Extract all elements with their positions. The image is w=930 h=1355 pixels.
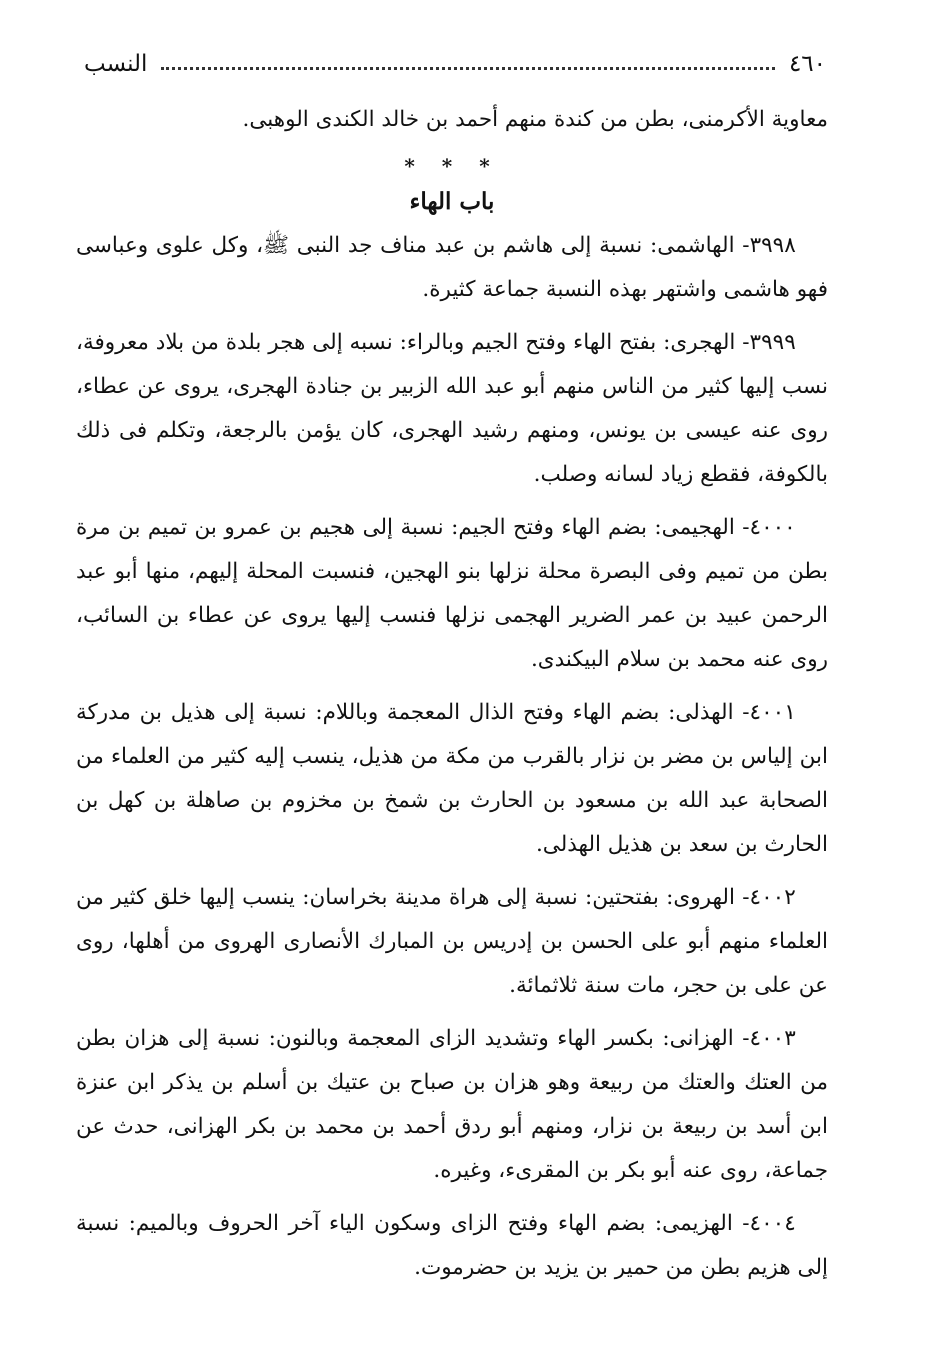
entry-text: الهجرى: بفتح الهاء وفتح الجيم وبالراء: نسبه إلى هجر بلدة من بلاد معروفة، نسب إليها كثير من الناس منهم أبو عبد الله الزبير بن جنادة الهجرى، يروى عن عطاء، روى عنه عيسى بن يونس، ومنهم رشيد الهجرى، كان يؤمن بالرجعة، وتكلم فى ذلك بالكوفة، فقطع زياد لسانه وصلب. [76, 330, 828, 487]
entry-number: ٤٠٠٠- [734, 515, 796, 540]
entry-text: الهذلى: بضم الهاء وفتح الذال المعجمة وباللام: نسبة إلى هذيل بن مدركة ابن إلياس بن مضر بن نزار بالقرب من مكة من هذيل، ينسب إليه كثير من العلماء من الصحابة عبد الله بن مسعود بن الحارث بن شمخ بن مخزوم بن صاهلة بن كهل بن الحارث بن سعد بن هذيل الهذلى. [76, 700, 828, 857]
chapter-title: باب الهاء [409, 188, 495, 215]
entry-4001 [76, 691, 828, 867]
entry-number: ٤٠٠٢- [734, 885, 796, 910]
entry-number: ٤٠٠٤- [732, 1211, 796, 1236]
entry-4004 [76, 1202, 828, 1290]
entry-3998 [76, 224, 828, 312]
entry-text: الهروى: بفتحتين: نسبة إلى هراة مدينة بخراسان: ينسب إليها خلق كثير من العلماء منهم أبو على الحسن بن إدريس بن المبارك الأنصارى الهروى من أهلها، روى عن على بن حجر، مات سنة ثلاثمائة. [76, 885, 828, 998]
entry-number: ٣٩٩٨- [734, 233, 796, 258]
page-body [76, 98, 828, 1299]
page-number: ٤٦٠ [788, 51, 826, 77]
entry-number: ٣٩٩٩- [735, 330, 796, 355]
entry-number: ٤٠٠١- [733, 700, 796, 725]
running-title: النسب [84, 51, 148, 77]
entry-4003 [76, 1017, 828, 1193]
entry-number: ٤٠٠٣- [733, 1026, 796, 1051]
entry-4002 [76, 876, 828, 1008]
entry-text: الهزيمى: بضم الهاء وفتح الزاى وسكون الياء آخر الحروف وبالميم: نسبة إلى هزيم بطن من حمير بن يزيد بن حضرموت. [76, 1211, 828, 1280]
running-header [84, 44, 826, 84]
entry-text: الهاشمى: نسبة إلى هاشم بن عبد مناف جد النبى ﷺ، وكل علوى وعباسى فهو هاشمى واشتهر بهذه النسبة جماعة كثيرة. [76, 233, 828, 302]
section-ornament: * * * [404, 154, 500, 178]
header-dot-leader [161, 67, 774, 70]
entry-text: الهزانى: بكسر الهاء وتشديد الزاى المعجمة وبالنون: نسبة إلى هزان بطن من العتك والعتك من ربيعة وهو هزان بن صباح بن عتيك بن أسلم بن يذكر ابن عنزة ابن أسد بن ربيعة بن نزار، ومنهم أبو ردق أحمد بن محمد بن بكر الهزانى، حدث عن جماعة، روى عنه أبو بكر بن المقرىء، وغيره. [76, 1026, 828, 1183]
entry-text: الهجيمى: بضم الهاء وفتح الجيم: نسبة إلى هجيم بن عمرو بن تميم بن مرة بطن من تميم وفى البصرة محلة نزلها بنو الهجين، فنسبت المحلة إليهم، منها أبو عبد الرحمن عبيد بن عمر الضرير الهجمى نزلها فنسب إليها يروى عن عطاء بن السائب، روى عنه محمد بن سلام البيكندى. [76, 515, 828, 672]
entry-4000 [76, 506, 828, 682]
continued-paragraph: معاوية الأكرمنى، بطن من كندة منهم أحمد بن خالد الكندى الوهبى. [242, 107, 828, 132]
entry-3999 [76, 321, 828, 497]
